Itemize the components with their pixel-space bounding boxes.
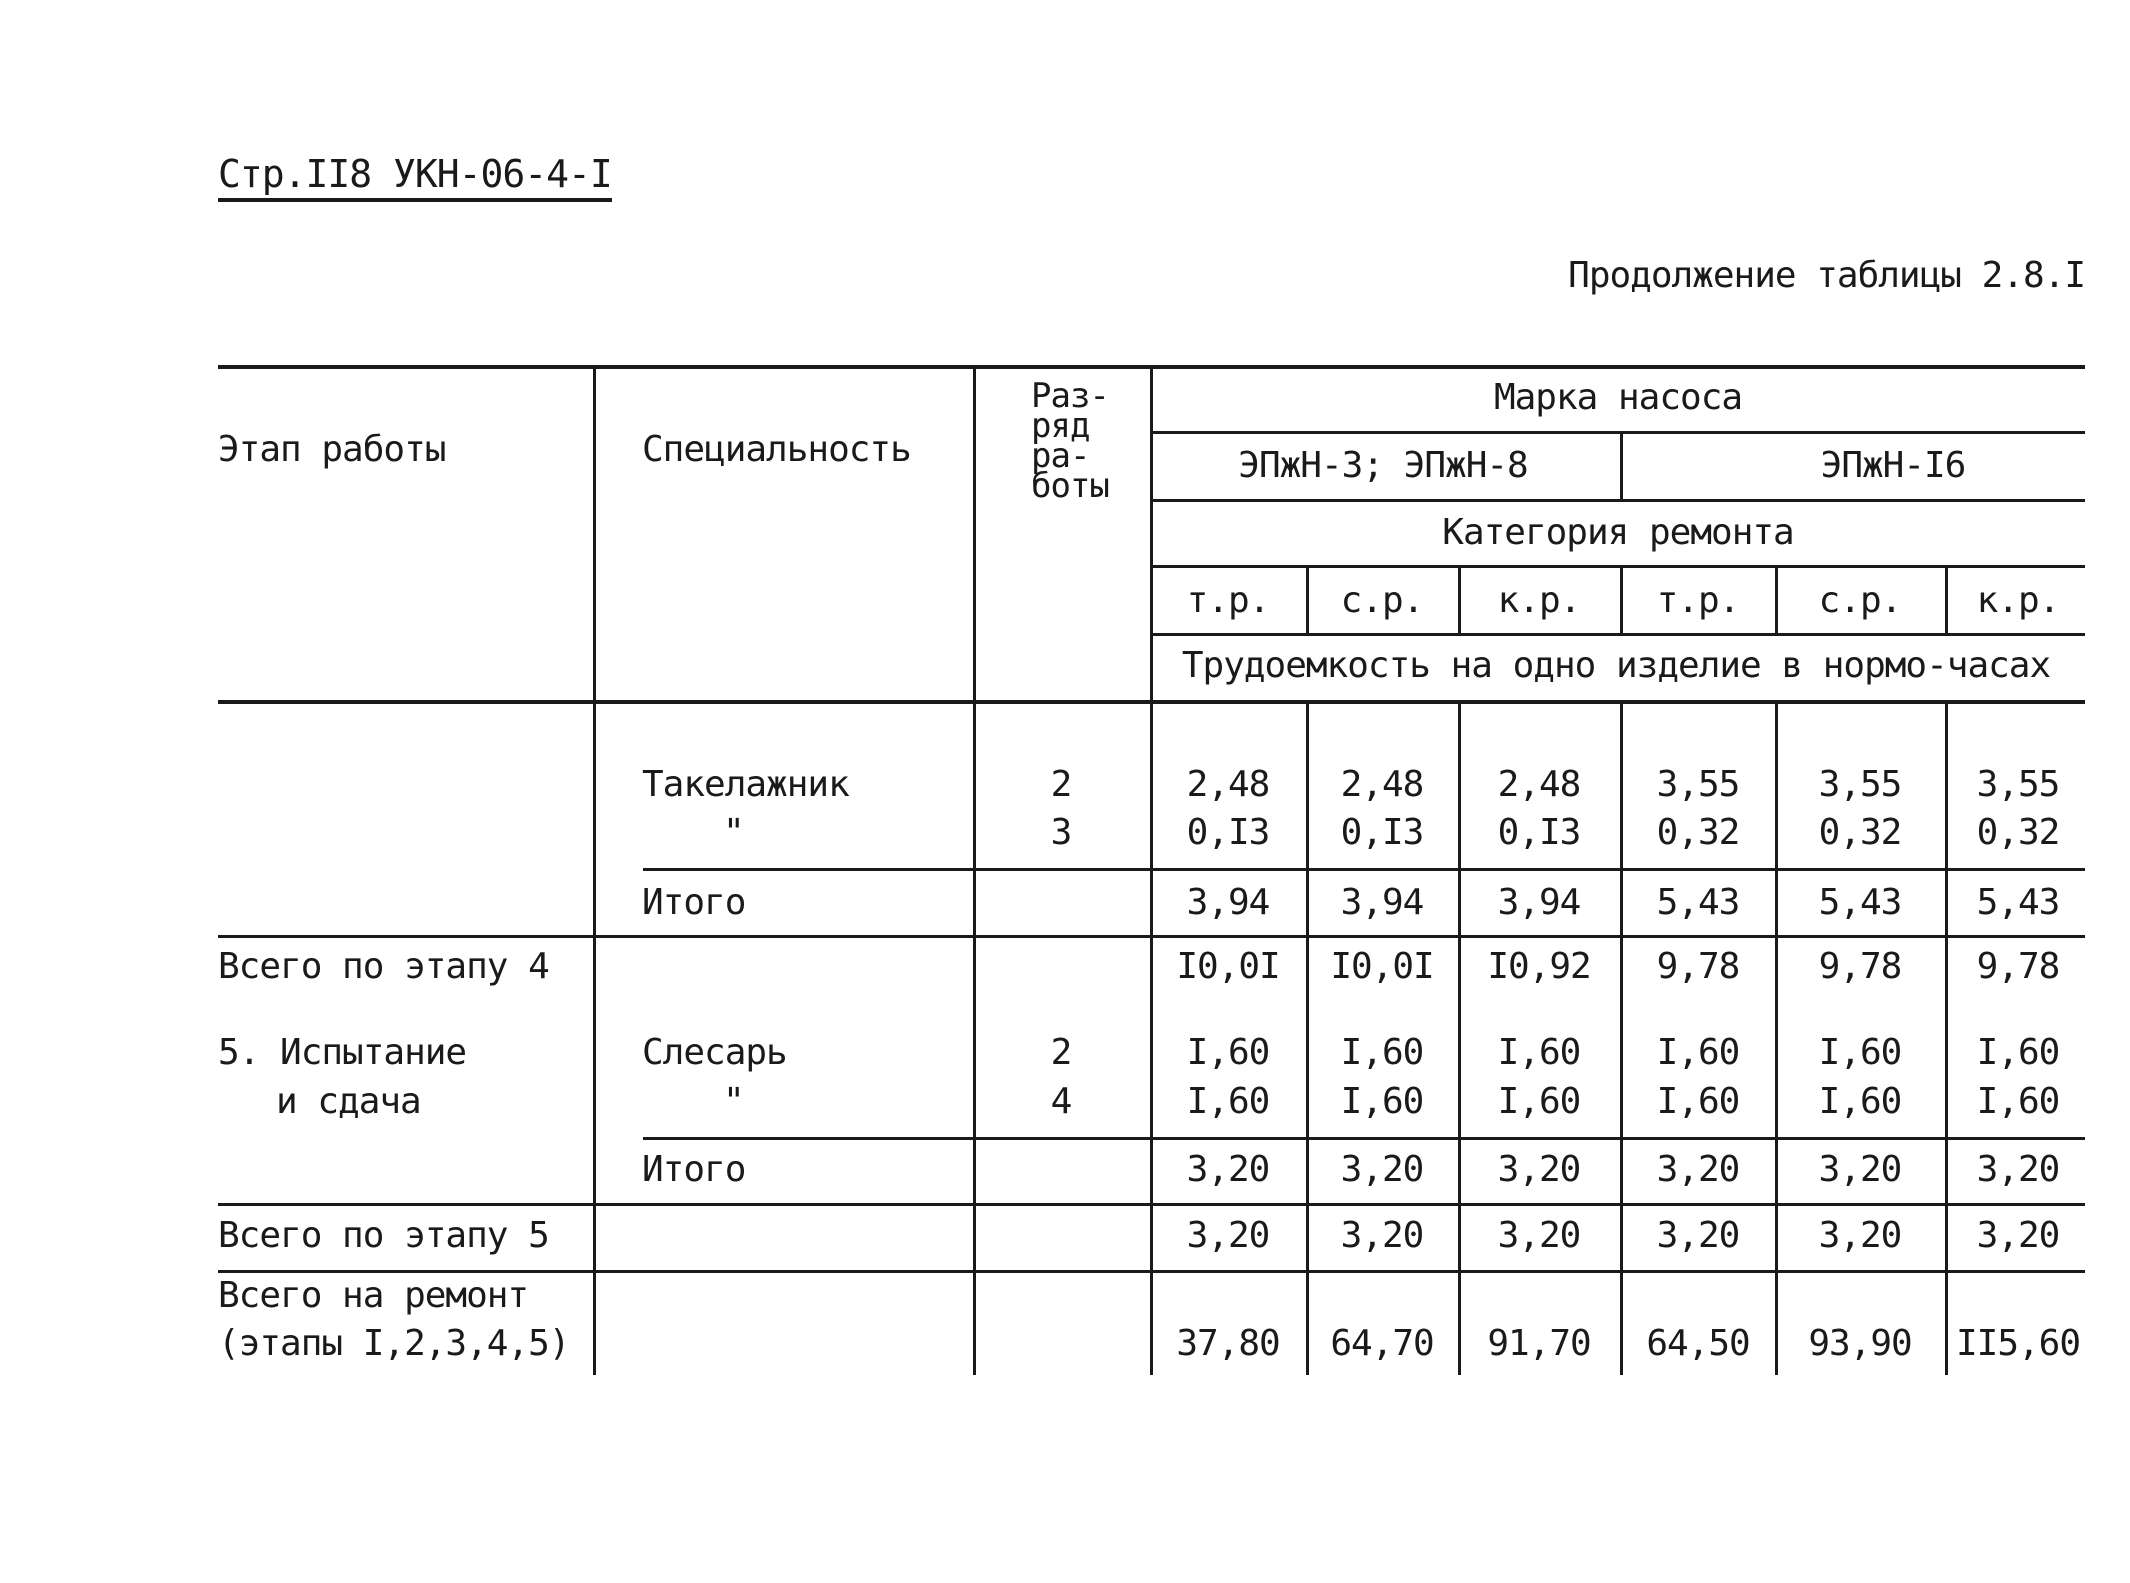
cell-stage: (этапы I,2,3,4,5) [218,1323,570,1364]
header-category-1: т.р. [1186,580,1270,621]
page-reference: Стр.II8 УКН-06-4-I [218,152,612,202]
vrule-body-4 [1775,702,1778,1375]
vrule-col-4 [1775,565,1778,635]
vrule-body-3 [1620,702,1623,1375]
cell-value: I,60 [1656,1032,1740,1073]
vrule-body-1 [1306,702,1309,1375]
header-category-3: к.р. [1497,580,1581,621]
cell-value: 2,48 [1186,764,1270,805]
cell-value: 3,55 [1818,764,1902,805]
cell-value: 5,43 [1818,882,1902,923]
header-specialty: Специальность [642,429,911,470]
header-category-2: с.р. [1340,580,1424,621]
vrule-col-1 [1306,565,1309,635]
cell-specialty: Слесарь [642,1032,787,1073]
cell-value: I,60 [1497,1032,1581,1073]
cell-value: 0,I3 [1340,812,1424,853]
vrule-grade [1150,365,1153,1375]
cell-value: 3,20 [1340,1149,1424,1190]
cell-value: 37,80 [1176,1323,1280,1364]
header-pump-brand: Марка насоса [1493,377,1743,418]
cell-value: 3,20 [1976,1215,2060,1256]
header-stage: Этап работы [218,429,446,470]
vrule-specialty [973,365,976,1375]
header-category-5: с.р. [1818,580,1902,621]
cell-value: I,60 [1656,1081,1740,1122]
cell-value: I,60 [1186,1081,1270,1122]
cell-value: 0,32 [1976,812,2060,853]
header-grade-4: боты [1031,466,1109,506]
cell-specialty: Итого [642,1149,746,1190]
vrule-col-3 [1620,565,1623,635]
header-grade-1: Раз- [1031,376,1109,416]
cell-grade: 2 [1050,764,1072,805]
cell-value: I,60 [1340,1032,1424,1073]
cell-specialty: " [723,812,744,853]
cell-value: 0,32 [1818,812,1902,853]
cell-value: 0,I3 [1186,812,1270,853]
cell-value: 0,I3 [1497,812,1581,853]
cell-value: 2,48 [1497,764,1581,805]
cell-value: 3,20 [1656,1215,1740,1256]
rule-itogo-1 [643,868,2085,871]
cell-value: 9,78 [1818,946,1902,987]
header-pump-group-2: ЭПжН-I6 [1820,445,1966,486]
cell-value: 3,20 [1186,1215,1270,1256]
cell-value: 3,20 [1818,1149,1902,1190]
cell-grade: 4 [1050,1081,1072,1122]
cell-value: 2,48 [1340,764,1424,805]
cell-value: 3,94 [1340,882,1424,923]
cell-value: 3,55 [1656,764,1740,805]
header-category-4: т.р. [1656,580,1740,621]
vrule-col-5 [1945,565,1948,635]
cell-specialty: Такелажник [642,764,849,805]
cell-value: I,60 [1818,1032,1902,1073]
cell-stage: Всего на ремонт [218,1275,529,1316]
header-pump-group-1: ЭПжН-3; ЭПжН-8 [1238,445,1528,486]
cell-value: 64,50 [1646,1323,1750,1364]
cell-grade: 2 [1050,1032,1072,1073]
cell-value: 3,94 [1186,882,1270,923]
cell-value: 9,78 [1976,946,2060,987]
header-grade-3: ра- [1031,436,1090,476]
cell-value: 91,70 [1487,1323,1591,1364]
cell-value: 3,55 [1976,764,2060,805]
cell-value: 3,20 [1186,1149,1270,1190]
cell-grade: 3 [1050,812,1072,853]
cell-value: II5,60 [1955,1323,2081,1364]
labor-table [218,365,2085,1375]
cell-value: 3,94 [1497,882,1581,923]
cell-value: 5,43 [1656,882,1740,923]
cell-value: 3,20 [1497,1149,1581,1190]
cell-value: I,60 [1186,1032,1270,1073]
cell-value: I,60 [1976,1032,2060,1073]
cell-value: I,60 [1818,1081,1902,1122]
cell-value: 64,70 [1330,1323,1434,1364]
cell-value: 9,78 [1656,946,1740,987]
cell-value: I,60 [1497,1081,1581,1122]
cell-value: 3,20 [1976,1149,2060,1190]
cell-stage: Всего по этапу 5 [218,1215,549,1256]
cell-value: I0,0I [1330,946,1434,987]
cell-value: I0,0I [1176,946,1280,987]
cell-specialty: Итого [642,882,746,923]
vrule-stage [593,365,596,1375]
cell-value: 3,20 [1340,1215,1424,1256]
cell-value: 5,43 [1976,882,2060,923]
cell-value: I,60 [1976,1081,2060,1122]
rule-itogo-2 [643,1137,2085,1140]
cell-stage: и сдача [276,1081,421,1122]
vrule-body-5 [1945,702,1948,1375]
cell-stage: 5. Испытание [218,1032,467,1073]
cell-value: 93,90 [1808,1323,1912,1364]
header-category-6: к.р. [1976,580,2060,621]
rule-brand [1150,431,2085,434]
cell-value: 3,20 [1497,1215,1581,1256]
rule-group [1150,499,2085,502]
header-grade-2: ряд [1031,406,1090,446]
vrule-body-2 [1458,702,1461,1375]
table-continuation-note: Продолжение таблицы 2.8.I [1568,255,2085,296]
cell-value: I0,92 [1487,946,1591,987]
header-repair-category: Категория ремонта [1442,512,1794,553]
cell-stage: Всего по этапу 4 [218,946,549,987]
cell-value: 3,20 [1656,1149,1740,1190]
cell-specialty: " [723,1081,744,1122]
cell-value: I,60 [1340,1081,1424,1122]
cell-value: 3,20 [1818,1215,1902,1256]
vrule-group [1620,431,1623,501]
cell-value: 0,32 [1656,812,1740,853]
header-labor-unit: Трудоемкость на одно изделие в нормо-часах [1181,645,2051,686]
vrule-col-2 [1458,565,1461,635]
